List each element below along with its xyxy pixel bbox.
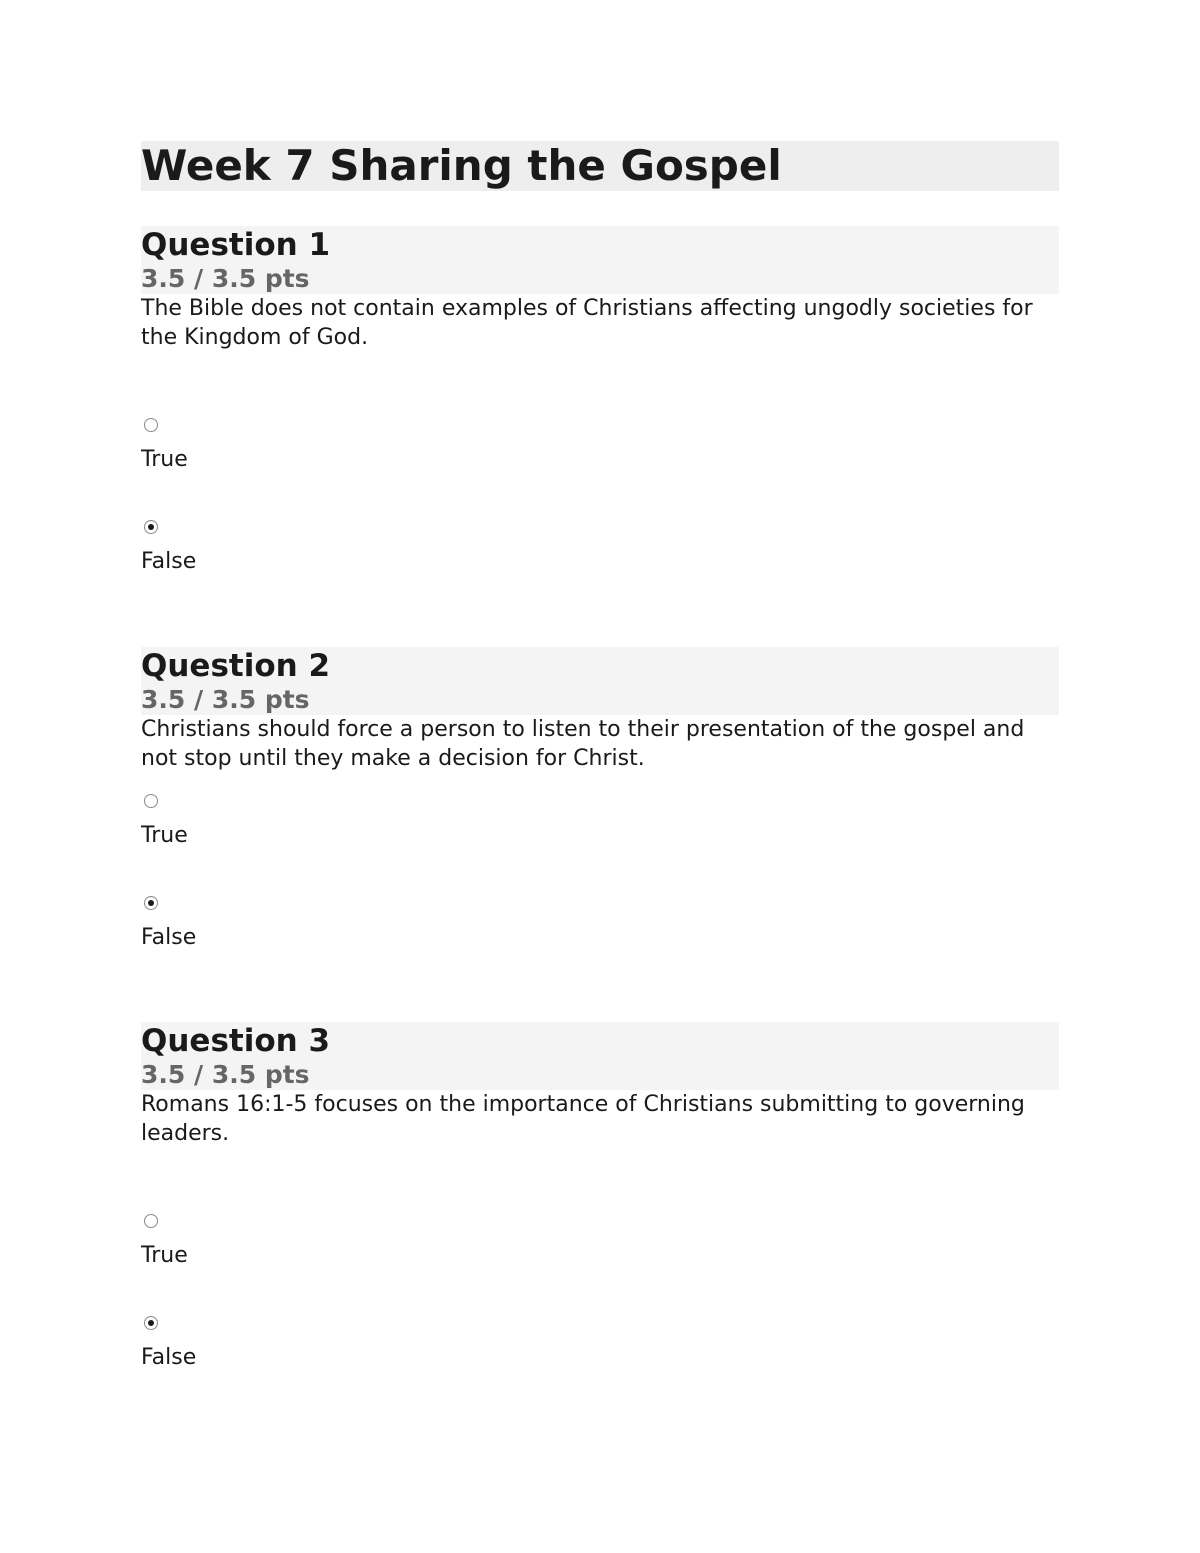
question-text: Romans 16:1-5 focuses on the importance of Christians submitting to governing leaders. [141, 1092, 1025, 1146]
radio-button[interactable] [144, 520, 158, 534]
answer-option-false[interactable] [141, 520, 196, 576]
question-points: 3.5 / 3.5 pts [141, 685, 310, 714]
answer-option-true[interactable] [141, 794, 188, 850]
question-title: Question 2 [141, 648, 331, 684]
option-label: False [141, 549, 197, 574]
question-block-1 [141, 226, 1059, 574]
question-title: Question 3 [141, 1023, 331, 1059]
radio-button[interactable] [144, 1214, 158, 1228]
question-text: The Bible does not contain examples of Christians affecting ungodly societies for the Kingdom of God. [141, 296, 1033, 350]
radio-button[interactable] [144, 794, 158, 808]
question-header [141, 647, 1059, 715]
radio-button[interactable] [144, 1316, 158, 1330]
option-label: False [141, 925, 197, 950]
option-label: False [141, 1345, 197, 1370]
question-header [141, 226, 1059, 294]
question-block-3 [141, 1022, 1059, 1370]
option-label: True [141, 447, 188, 472]
radio-button[interactable] [144, 418, 158, 432]
page-title: Week 7 Sharing the Gospel [141, 141, 782, 190]
question-text: Christians should force a person to listen to their presentation of the gospel and not stop until they make a decision for Christ. [141, 717, 1025, 771]
option-label: True [141, 1243, 188, 1268]
radio-button[interactable] [144, 896, 158, 910]
answer-option-true[interactable] [141, 418, 188, 474]
question-block-2 [141, 647, 1059, 950]
answer-option-false[interactable] [141, 1316, 196, 1372]
option-label: True [141, 823, 188, 848]
page-title-banner [141, 141, 1059, 191]
question-title: Question 1 [141, 227, 331, 263]
answer-option-true[interactable] [141, 1214, 188, 1270]
question-points: 3.5 / 3.5 pts [141, 1060, 310, 1089]
question-header [141, 1022, 1059, 1090]
answer-option-false[interactable] [141, 896, 196, 952]
question-points: 3.5 / 3.5 pts [141, 264, 310, 293]
